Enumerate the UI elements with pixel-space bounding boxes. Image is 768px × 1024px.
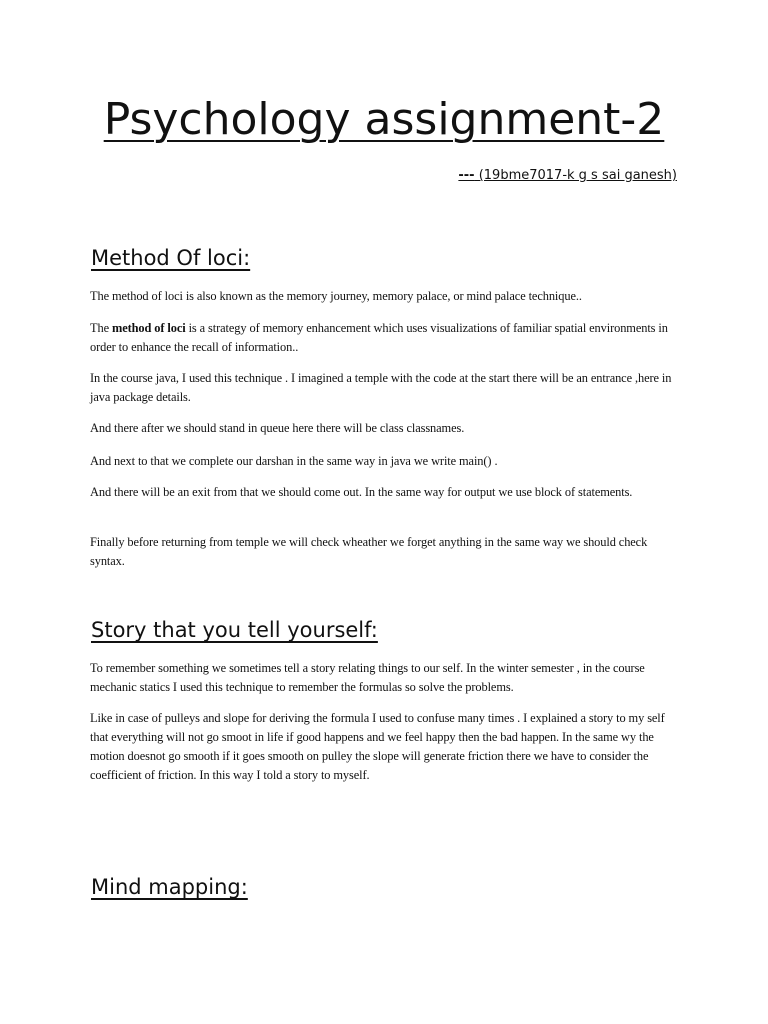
- paragraph: And there will be an exit from that we should come out. In the same way for output we use block of statements.: [90, 485, 633, 499]
- author-dashes: ---: [458, 168, 475, 183]
- bold-term: method of loci: [111, 321, 186, 335]
- paragraph: Like in case of pulleys and slope for deriving the formula I used to confuse many times . I explained a story to my self that everything will not go smoot in life if good happens and we feel happy then the bad happen. In the same wy the motion doesnot go smooth if it goes smooth on pulley the slope will generate friction there we have to consider the coefficient of friction. In this way I told a story to myself.: [90, 711, 665, 782]
- paragraph: [90, 319, 680, 357]
- section-heading-story: Story that you tell yourself:: [91, 618, 378, 642]
- paragraph-text: is a strategy of memory enhancement which uses visualizations of familiar spatial environments in order to enhance the recall of information..: [90, 321, 668, 354]
- section-heading-mind-mapping: Mind mapping:: [91, 875, 248, 899]
- paragraph: In the course java, I used this technique . I imagined a temple with the code at the start there will be an entrance ,here in java package details.: [90, 371, 672, 404]
- paragraph: The method of loci is also known as the memory journey, memory palace, or mind palace technique..: [90, 289, 582, 303]
- paragraph-text: The: [90, 321, 112, 335]
- author-line: [458, 167, 677, 185]
- section-heading-method-of-loci: Method Of loci:: [91, 246, 251, 270]
- document-title: Psychology assignment-2: [103, 94, 665, 145]
- author-name: (19bme7017-k g s sai ganesh): [474, 168, 677, 183]
- paragraph: To remember something we sometimes tell a story relating things to our self. In the winter semester , in the course mechanic statics I used this technique to remember the formulas so solve the problems.: [90, 661, 645, 694]
- paragraph: And there after we should stand in queue here there will be class classnames.: [90, 421, 465, 435]
- paragraph: Finally before returning from temple we will check wheather we forget anything in the same way we should check syntax.: [90, 535, 648, 568]
- paragraph: And next to that we complete our darshan in the same way in java we write main() .: [90, 454, 498, 468]
